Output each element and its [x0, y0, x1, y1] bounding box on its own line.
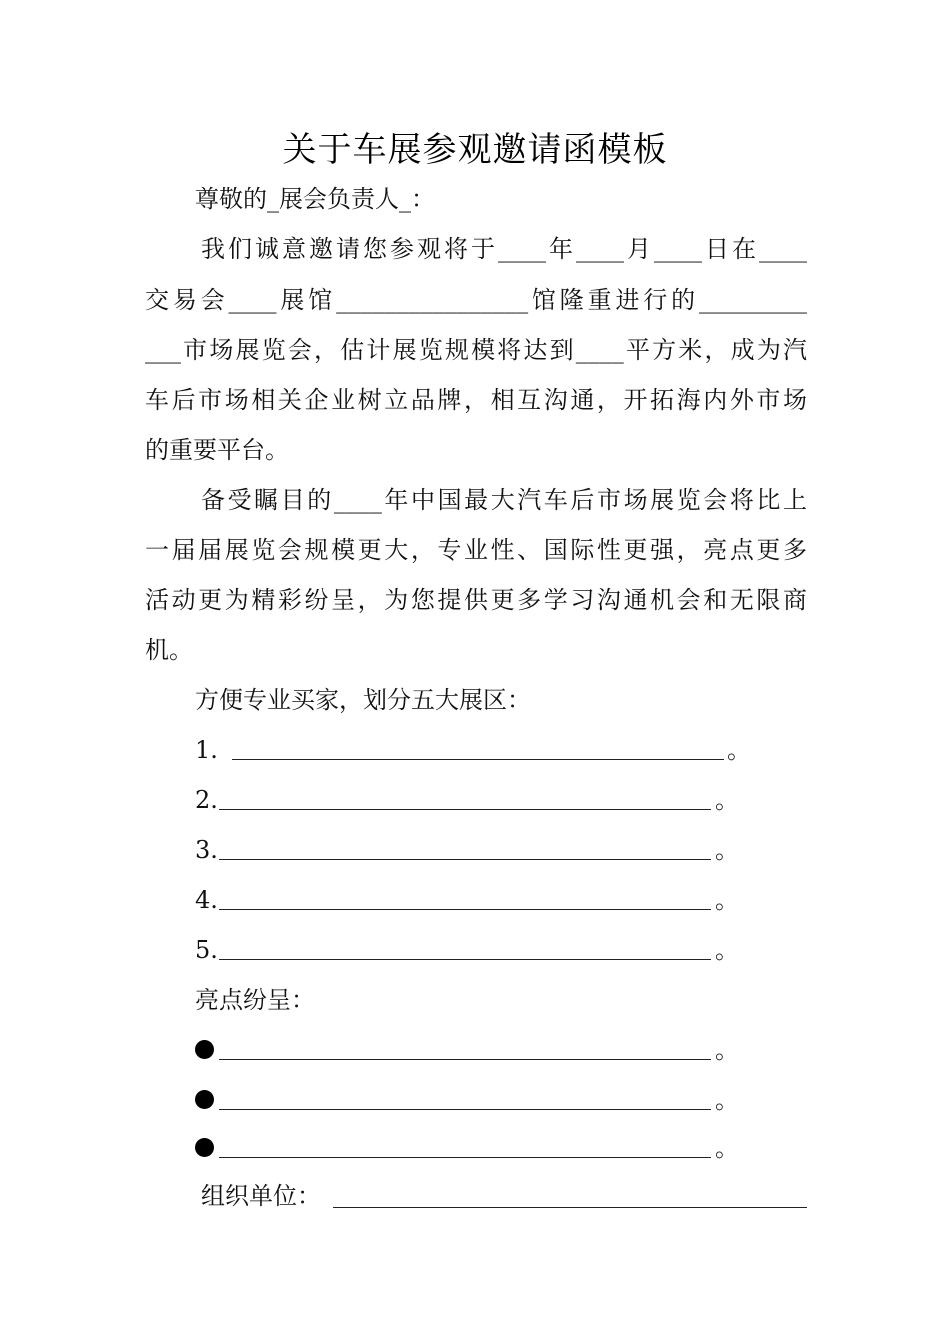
zone-number: 3.	[195, 836, 218, 864]
para2-line-4: 机。	[145, 636, 193, 664]
blank-line	[219, 859, 711, 860]
organizer-blank-line	[333, 1207, 807, 1208]
zone-item	[195, 834, 755, 866]
item-end-mark: 。	[715, 936, 739, 964]
document-title: 关于车展参观邀请函模板	[282, 130, 668, 170]
item-end-mark: 。	[715, 886, 739, 914]
zone-item	[195, 784, 755, 816]
zones-heading: 方便专业买家，划分五大展区：	[195, 686, 531, 714]
highlights-heading: 亮点纷呈：	[195, 986, 315, 1014]
highlight-item	[195, 1132, 755, 1164]
para1-line-2: 交易会____展馆________________馆隆重进行的_________	[145, 286, 807, 314]
item-end-mark: 。	[715, 786, 739, 814]
zone-number: 2.	[195, 786, 218, 814]
blank-line	[219, 959, 711, 960]
para1-line-5: 的重要平台。	[145, 436, 289, 464]
para1-line-3: ___市场展览会，估计展览规模将达到____平方米，成为汽	[145, 336, 807, 364]
zone-number: 1.	[195, 736, 218, 764]
para2-line-3: 活动更为精彩纷呈，为您提供更多学习沟通机会和无限商	[145, 586, 807, 614]
blank-line	[219, 1109, 711, 1110]
item-end-mark: 。	[715, 836, 739, 864]
para2-line-2: 一届届展览会规模更大，专业性、国际性更强，亮点更多	[145, 536, 807, 564]
zone-item	[195, 934, 755, 966]
bullet-icon	[195, 1090, 214, 1109]
highlight-item	[195, 1084, 755, 1116]
organizer-row	[201, 1180, 807, 1212]
item-end-mark: 。	[715, 1036, 739, 1064]
blank-line	[232, 759, 724, 760]
bullet-icon	[195, 1138, 214, 1157]
blank-line	[219, 1157, 711, 1158]
para1-line-4: 车后市场相关企业树立品牌，相互沟通，开拓海内外市场	[145, 386, 807, 414]
blank-line	[219, 1059, 711, 1060]
blank-line	[219, 909, 711, 910]
zone-item	[195, 884, 755, 916]
item-end-mark: 。	[715, 1086, 739, 1114]
zone-number: 4.	[195, 886, 218, 914]
salutation: 尊敬的_展会负责人_：	[195, 185, 435, 213]
organizer-label: 组织单位：	[201, 1182, 321, 1210]
zone-number: 5.	[195, 936, 218, 964]
zone-item	[195, 734, 755, 766]
blank-line	[219, 809, 711, 810]
item-end-mark: 。	[715, 1134, 739, 1162]
highlight-item	[195, 1034, 755, 1066]
para1-line-1: 我们诚意邀请您参观将于____年____月____日在____	[201, 235, 807, 263]
bullet-icon	[195, 1040, 214, 1059]
item-end-mark: 。	[727, 736, 751, 764]
para2-line-1: 备受瞩目的____年中国最大汽车后市场展览会将比上	[201, 486, 807, 514]
